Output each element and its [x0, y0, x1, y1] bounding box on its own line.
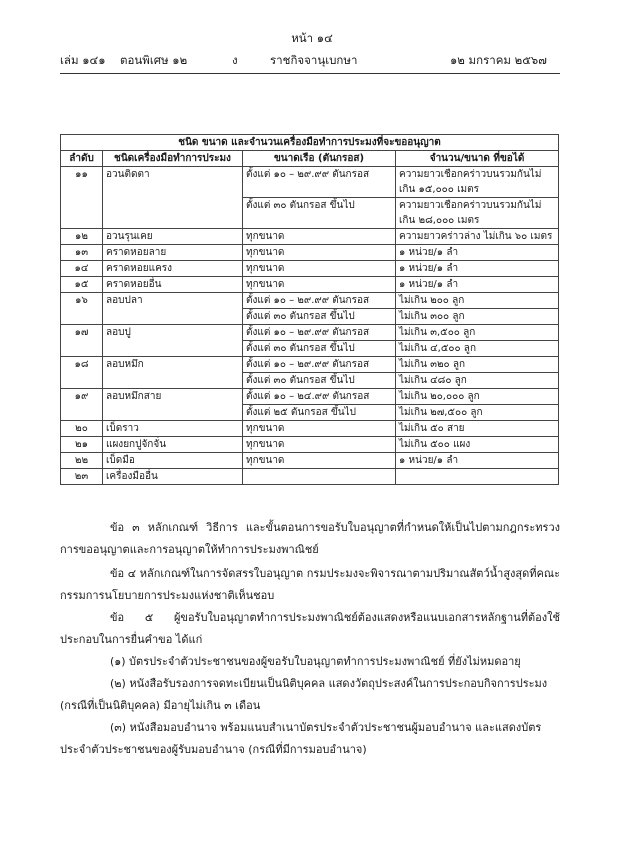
allowed-amount: [396, 469, 559, 485]
doc-item-2: (๒) หนังสือรับรองการจดทะเบียนเป็นนิติบุคคล แสดงวัตถุประสงค์ในการประกอบกิจการประมง (กรณีที่เป็นนิติบุคคล) มีอายุไม่เกิน ๓ เดือน: [60, 677, 548, 712]
gear-name: ลอบหมึกสาย: [103, 389, 243, 421]
row-number: ๑๕: [61, 277, 103, 293]
clause-3: ข้อ ๓ หลักเกณฑ์ วิธีการ และขั้นตอนการขอรับใบอนุญาตที่กำหนดให้เป็นไปตามกฎกระทรวงการขออนุญาตและการอนุญาตให้ทำการประมงพาณิชย์: [60, 521, 560, 556]
volume: เล่ม ๑๔๑: [60, 53, 106, 67]
gear-name: คราดหอยอื่น: [103, 277, 243, 293]
row-number: ๒๑: [61, 437, 103, 453]
page-number: หน้า ๑๔: [291, 31, 333, 45]
allowed-amount: ไม่เกิน ๓๒๐ ลูก: [396, 357, 559, 373]
row-number: ๒๓: [61, 469, 103, 485]
allowed-amount: ๑ หน่วย/๑ ลำ: [396, 261, 559, 277]
vessel-size: ทุกขนาด: [243, 437, 396, 453]
allowed-amount: ไม่เกิน ๕๐ สาย: [396, 421, 559, 437]
row-number: ๒๒: [61, 453, 103, 469]
clause-5: ข้อ ๕ ผู้ขอรับใบอนุญาตทำการประมงพาณิชย์ต้องแสดงหรือแนบเอกสารหลักฐานที่ต้องใช้ประกอบในการยื่นคำขอ ได้แก่: [60, 611, 560, 646]
row-number: ๒๐: [61, 421, 103, 437]
allowed-amount: ไม่เกิน ๕๐๐ แผง: [396, 437, 559, 453]
vessel-size: ตั้งแต่ ๓๐ ตันกรอส ขึ้นไป: [243, 341, 396, 357]
gear-name: อวนติดตา: [103, 167, 243, 229]
gear-name: ลอบปลา: [103, 293, 243, 325]
table-row: [61, 437, 559, 453]
gear-name: อวนรุนเคย: [103, 229, 243, 245]
table-row: [61, 229, 559, 245]
gear-name: คราดหอยแครง: [103, 261, 243, 277]
gear-name: เบ็ดมือ: [103, 453, 243, 469]
table-row: [61, 389, 559, 405]
row-number: ๑๙: [61, 389, 103, 421]
gear-name: เบ็ดราว: [103, 421, 243, 437]
col-header-no: ลำดับ: [61, 151, 103, 167]
special-issue: ตอนพิเศษ ๑๒: [120, 53, 188, 67]
table-row: [61, 469, 559, 485]
vessel-size: ทุกขนาด: [243, 453, 396, 469]
allowed-amount: ๑ หน่วย/๑ ลำ: [396, 277, 559, 293]
doc-item-1: (๑) บัตรประจำตัวประชาชนของผู้ขอรับใบอนุญาตทำการประมงพาณิชย์ ที่ยังไม่หมดอายุ: [110, 655, 521, 668]
table-row: [61, 167, 559, 198]
allowed-amount: ความยาวคร่าวล่าง ไม่เกิน ๖๐ เมตร: [396, 229, 559, 245]
table-row: [61, 261, 559, 277]
vessel-size: ทุกขนาด: [243, 229, 396, 245]
vessel-size: ตั้งแต่ ๑๐ – ๒๔.๙๙ ตันกรอส: [243, 389, 396, 405]
fishing-gear-table: [60, 134, 559, 485]
section: ง: [232, 53, 238, 67]
allowed-amount: ๑ หน่วย/๑ ลำ: [396, 245, 559, 261]
vessel-size: ตั้งแต่ ๑๐ – ๒๙.๙๙ ตันกรอส: [243, 325, 396, 341]
table-row: [61, 421, 559, 437]
col-header-amount: จำนวน/ขนาด ที่ขอได้: [396, 151, 559, 167]
row-number: ๑๑: [61, 167, 103, 229]
allowed-amount: ไม่เกิน ๒๐,๐๐๐ ลูก: [396, 389, 559, 405]
gear-name: แผงยกปูจักจั่น: [103, 437, 243, 453]
allowed-amount: ความยาวเชือกคร่าวบนรวมกันไม่เกิน ๒๘,๐๐๐ เมตร: [396, 198, 559, 229]
allowed-amount: ไม่เกิน ๓,๕๐๐ ลูก: [396, 325, 559, 341]
vessel-size: ตั้งแต่ ๓๐ ตันกรอส ขึ้นไป: [243, 198, 396, 229]
table-row: [61, 357, 559, 373]
vessel-size: ทุกขนาด: [243, 277, 396, 293]
row-number: ๑๖: [61, 293, 103, 325]
table-row: [61, 245, 559, 261]
header-divider: [60, 73, 560, 74]
allowed-amount: ไม่เกิน ๓๐๐ ลูก: [396, 309, 559, 325]
issue-date: ๑๒ มกราคม ๒๕๖๗: [450, 53, 547, 67]
gear-name: คราดหอยลาย: [103, 245, 243, 261]
table-row: [61, 293, 559, 309]
vessel-size: ตั้งแต่ ๓๐ ตันกรอส ขึ้นไป: [243, 309, 396, 325]
table-row: [61, 453, 559, 469]
col-header-size: ขนาดเรือ (ตันกรอส): [243, 151, 396, 167]
clause-4: ข้อ ๔ หลักเกณฑ์ในการจัดสรรใบอนุญาต กรมประมงจะพิจารณาตามปริมาณสัตว์น้ำสูงสุดที่คณะกรรมการนโยบายการประมงแห่งชาติเห็นชอบ: [60, 567, 560, 602]
row-number: ๑๓: [61, 245, 103, 261]
allowed-amount: ๑ หน่วย/๑ ลำ: [396, 453, 559, 469]
row-number: ๑๔: [61, 261, 103, 277]
vessel-size: ทุกขนาด: [243, 421, 396, 437]
doc-item-3: (๓) หนังสือมอบอำนาจ พร้อมแนบสำเนาบัตรประจำตัวประชาชนผู้มอบอำนาจ และแสดงบัตรประจำตัวประชาชนของผู้รับมอบอำนาจ (กรณีที่มีการมอบอำนาจ): [60, 721, 542, 756]
vessel-size: ตั้งแต่ ๒๕ ตันกรอส ขึ้นไป: [243, 405, 396, 421]
table-row: [61, 277, 559, 293]
gear-name: ลอบหมึก: [103, 357, 243, 389]
gazette-name: ราชกิจจานุเบกษา: [270, 53, 358, 67]
allowed-amount: ไม่เกิน ๒๐๐ ลูก: [396, 293, 559, 309]
vessel-size: [243, 469, 396, 485]
allowed-amount: ไม่เกิน ๔,๕๐๐ ลูก: [396, 341, 559, 357]
vessel-size: ตั้งแต่ ๑๐ – ๒๙.๙๙ ตันกรอส: [243, 357, 396, 373]
allowed-amount: ความยาวเชือกคร่าวบนรวมกันไม่เกิน ๑๕,๐๐๐ เมตร: [396, 167, 559, 198]
vessel-size: ตั้งแต่ ๑๐ – ๒๙.๙๙ ตันกรอส: [243, 293, 396, 309]
row-number: ๑๗: [61, 325, 103, 357]
allowed-amount: ไม่เกิน ๔๘๐ ลูก: [396, 373, 559, 389]
row-number: ๑๒: [61, 229, 103, 245]
vessel-size: ทุกขนาด: [243, 261, 396, 277]
vessel-size: ทุกขนาด: [243, 245, 396, 261]
table-title: ชนิด ขนาด และจำนวนเครื่องมือทำการประมงที่จะขออนุญาต: [61, 135, 559, 151]
vessel-size: ตั้งแต่ ๓๐ ตันกรอส ขึ้นไป: [243, 373, 396, 389]
col-header-gear: ชนิดเครื่องมือทำการประมง: [103, 151, 243, 167]
gear-name: ลอบปู: [103, 325, 243, 357]
allowed-amount: ไม่เกิน ๒๗,๕๐๐ ลูก: [396, 405, 559, 421]
gear-name: เครื่องมืออื่น: [103, 469, 243, 485]
vessel-size: ตั้งแต่ ๑๐ – ๒๙.๙๙ ตันกรอส: [243, 167, 396, 198]
table-row: [61, 325, 559, 341]
row-number: ๑๘: [61, 357, 103, 389]
